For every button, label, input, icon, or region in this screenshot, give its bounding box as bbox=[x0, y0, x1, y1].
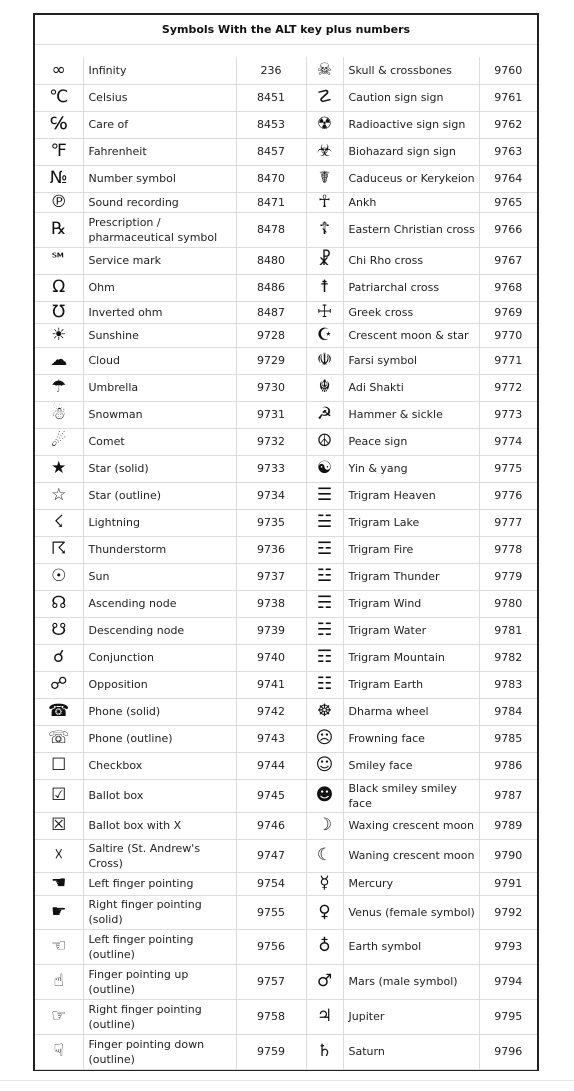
right-alt-code: 9786 bbox=[479, 752, 537, 779]
table-row bbox=[35, 999, 537, 1034]
trigram-thunder-icon: ☳ bbox=[306, 563, 343, 590]
table-row bbox=[35, 247, 537, 274]
left-symbol-name: Phone (solid) bbox=[83, 698, 236, 725]
trigram-mountain-icon: ☶ bbox=[306, 644, 343, 671]
right-symbol-name: Waxing crescent moon bbox=[343, 812, 479, 839]
sheet-title: Symbols With the ALT key plus numbers bbox=[35, 15, 537, 45]
left-symbol-name: Snowman bbox=[83, 401, 236, 428]
ascending-node-icon: ☊ bbox=[35, 590, 83, 617]
right-alt-code: 9775 bbox=[479, 455, 537, 482]
table-row bbox=[35, 57, 537, 84]
left-symbol-name: Thunderstorm bbox=[83, 536, 236, 563]
left-symbol-name: Phone (outline) bbox=[83, 725, 236, 752]
right-alt-code: 9769 bbox=[479, 301, 537, 323]
table-row bbox=[35, 779, 537, 812]
left-symbol-name: Fahrenheit bbox=[83, 138, 236, 165]
left-symbol-name: Comet bbox=[83, 428, 236, 455]
table-row bbox=[35, 455, 537, 482]
left-alt-code: 8453 bbox=[236, 111, 306, 138]
right-symbol-name: Saturn bbox=[343, 1034, 479, 1069]
right-symbol-name: Smiley face bbox=[343, 752, 479, 779]
table-row bbox=[35, 698, 537, 725]
table-row bbox=[35, 964, 537, 999]
biohazard-icon: ☣ bbox=[306, 138, 343, 165]
right-alt-code: 9784 bbox=[479, 698, 537, 725]
right-symbol-name: Trigram Heaven bbox=[343, 482, 479, 509]
farsi-symbol-icon: ☫ bbox=[306, 347, 343, 374]
infinity-icon: ∞ bbox=[35, 57, 83, 84]
left-symbol-name: Cloud bbox=[83, 347, 236, 374]
left-alt-code: 9745 bbox=[236, 779, 306, 812]
left-alt-code: 8486 bbox=[236, 274, 306, 301]
left-alt-code: 8478 bbox=[236, 212, 306, 247]
right-symbol-name: Greek cross bbox=[343, 301, 479, 323]
right-symbol-name: Patriarchal cross bbox=[343, 274, 479, 301]
left-symbol-name: Sunshine bbox=[83, 323, 236, 347]
right-alt-code: 9766 bbox=[479, 212, 537, 247]
left-alt-code: 8470 bbox=[236, 165, 306, 192]
right-symbol-name: Trigram Earth bbox=[343, 671, 479, 698]
table-row bbox=[35, 192, 537, 212]
phone-solid-icon: ☎ bbox=[35, 698, 83, 725]
table-row bbox=[35, 274, 537, 301]
right-finger-pointing-solid-icon: ☛ bbox=[35, 895, 83, 929]
table-row bbox=[35, 374, 537, 401]
right-symbol-name: Trigram Lake bbox=[343, 509, 479, 536]
left-symbol-name: Ohm bbox=[83, 274, 236, 301]
radioactive-icon: ☢ bbox=[306, 111, 343, 138]
table-row bbox=[35, 929, 537, 964]
left-symbol-name: Infinity bbox=[83, 57, 236, 84]
descending-node-icon: ☋ bbox=[35, 617, 83, 644]
left-alt-code: 9736 bbox=[236, 536, 306, 563]
right-symbol-name: Trigram Wind bbox=[343, 590, 479, 617]
right-symbol-name: Yin & yang bbox=[343, 455, 479, 482]
right-symbol-name: Adi Shakti bbox=[343, 374, 479, 401]
right-symbol-name: Mars (male symbol) bbox=[343, 964, 479, 999]
table-row bbox=[35, 482, 537, 509]
table-row bbox=[35, 1034, 537, 1069]
table-row bbox=[35, 323, 537, 347]
right-alt-code: 9791 bbox=[479, 872, 537, 895]
right-symbol-name: Earth symbol bbox=[343, 929, 479, 964]
caduceus-icon: ☤ bbox=[306, 165, 343, 192]
number-symbol-icon: № bbox=[35, 165, 83, 192]
celsius-icon: ℃ bbox=[35, 84, 83, 111]
table-row bbox=[35, 590, 537, 617]
left-alt-code: 9737 bbox=[236, 563, 306, 590]
fahrenheit-icon: ℉ bbox=[35, 138, 83, 165]
table-row bbox=[35, 872, 537, 895]
table-row bbox=[35, 401, 537, 428]
table-row bbox=[35, 752, 537, 779]
right-symbol-name: Trigram Thunder bbox=[343, 563, 479, 590]
thunderstorm-icon: ☈ bbox=[35, 536, 83, 563]
ohm-icon: Ω bbox=[35, 274, 83, 301]
left-alt-code: 236 bbox=[236, 57, 306, 84]
left-finger-pointing-icon: ☚ bbox=[35, 872, 83, 895]
page-bottom-rule bbox=[0, 1080, 574, 1081]
lightning-icon: ☇ bbox=[35, 509, 83, 536]
hammer-sickle-icon: ☭ bbox=[306, 401, 343, 428]
table-row bbox=[35, 301, 537, 323]
left-alt-code: 9744 bbox=[236, 752, 306, 779]
right-finger-pointing-outline-icon: ☞ bbox=[35, 999, 83, 1034]
sun-icon: ☉ bbox=[35, 563, 83, 590]
right-alt-code: 9760 bbox=[479, 57, 537, 84]
table-row bbox=[35, 111, 537, 138]
right-alt-code: 9779 bbox=[479, 563, 537, 590]
left-alt-code: 9758 bbox=[236, 999, 306, 1034]
right-symbol-name: Crescent moon & star bbox=[343, 323, 479, 347]
checkbox-icon: ☐ bbox=[35, 752, 83, 779]
table-row bbox=[35, 617, 537, 644]
left-symbol-name: Finger pointing down (outline) bbox=[83, 1034, 236, 1069]
sunshine-icon: ☀ bbox=[35, 323, 83, 347]
right-symbol-name: Waning crescent moon bbox=[343, 839, 479, 872]
table-row bbox=[35, 812, 537, 839]
sound-recording-icon: ℗ bbox=[35, 192, 83, 212]
umbrella-icon: ☂ bbox=[35, 374, 83, 401]
right-alt-code: 9790 bbox=[479, 839, 537, 872]
left-alt-code: 9742 bbox=[236, 698, 306, 725]
table-row bbox=[35, 895, 537, 929]
left-symbol-name: Care of bbox=[83, 111, 236, 138]
table-row bbox=[35, 509, 537, 536]
right-symbol-name: Radioactive sign sign bbox=[343, 111, 479, 138]
trigram-fire-icon: ☲ bbox=[306, 536, 343, 563]
left-alt-code: 9741 bbox=[236, 671, 306, 698]
left-symbol-name: Descending node bbox=[83, 617, 236, 644]
left-symbol-name: Sound recording bbox=[83, 192, 236, 212]
right-alt-code: 9763 bbox=[479, 138, 537, 165]
opposition-icon: ☍ bbox=[35, 671, 83, 698]
right-symbol-name: Farsi symbol bbox=[343, 347, 479, 374]
finger-pointing-up-icon: ☝ bbox=[35, 964, 83, 999]
symbols-sheet bbox=[33, 13, 539, 1071]
right-alt-code: 9796 bbox=[479, 1034, 537, 1069]
right-alt-code: 9765 bbox=[479, 192, 537, 212]
phone-outline-icon: ☏ bbox=[35, 725, 83, 752]
right-alt-code: 9776 bbox=[479, 482, 537, 509]
trigram-earth-icon: ☷ bbox=[306, 671, 343, 698]
left-symbol-name: Conjunction bbox=[83, 644, 236, 671]
right-symbol-name: Venus (female symbol) bbox=[343, 895, 479, 929]
left-alt-code: 8451 bbox=[236, 84, 306, 111]
chi-rho-cross-icon: ☧ bbox=[306, 247, 343, 274]
finger-pointing-down-icon: ☟ bbox=[35, 1034, 83, 1069]
left-alt-code: 9747 bbox=[236, 839, 306, 872]
left-alt-code: 9755 bbox=[236, 895, 306, 929]
left-symbol-name: Star (solid) bbox=[83, 455, 236, 482]
right-alt-code: 9781 bbox=[479, 617, 537, 644]
right-alt-code: 9785 bbox=[479, 725, 537, 752]
left-symbol-name: Celsius bbox=[83, 84, 236, 111]
left-symbol-name: Number symbol bbox=[83, 165, 236, 192]
left-alt-code: 9733 bbox=[236, 455, 306, 482]
left-alt-code: 9759 bbox=[236, 1034, 306, 1069]
black-smiley-face-icon: ☻ bbox=[306, 779, 343, 812]
right-alt-code: 9773 bbox=[479, 401, 537, 428]
right-symbol-name: Black smiley smiley face bbox=[343, 779, 479, 812]
dharma-wheel-icon: ☸ bbox=[306, 698, 343, 725]
left-alt-code: 9754 bbox=[236, 872, 306, 895]
right-alt-code: 9780 bbox=[479, 590, 537, 617]
left-alt-code: 9735 bbox=[236, 509, 306, 536]
waxing-crescent-moon-icon: ☽ bbox=[306, 812, 343, 839]
left-alt-code: 9746 bbox=[236, 812, 306, 839]
right-alt-code: 9777 bbox=[479, 509, 537, 536]
left-symbol-name: Ballot box with X bbox=[83, 812, 236, 839]
star-outline-icon: ☆ bbox=[35, 482, 83, 509]
left-alt-code: 9739 bbox=[236, 617, 306, 644]
left-alt-code: 8457 bbox=[236, 138, 306, 165]
left-alt-code: 8480 bbox=[236, 247, 306, 274]
left-alt-code: 8471 bbox=[236, 192, 306, 212]
right-alt-code: 9794 bbox=[479, 964, 537, 999]
mercury-icon: ☿ bbox=[306, 872, 343, 895]
left-finger-pointing-outline-icon: ☜ bbox=[35, 929, 83, 964]
left-symbol-name: Opposition bbox=[83, 671, 236, 698]
table-row bbox=[35, 563, 537, 590]
table-row bbox=[35, 536, 537, 563]
venus-icon: ♀ bbox=[306, 895, 343, 929]
right-symbol-name: Trigram Water bbox=[343, 617, 479, 644]
crescent-moon-star-icon: ☪ bbox=[306, 323, 343, 347]
right-symbol-name: Ankh bbox=[343, 192, 479, 212]
table-row bbox=[35, 212, 537, 247]
ankh-icon: ☥ bbox=[306, 192, 343, 212]
left-alt-code: 9740 bbox=[236, 644, 306, 671]
table-row bbox=[35, 165, 537, 192]
frowning-face-icon: ☹ bbox=[306, 725, 343, 752]
left-symbol-name: Lightning bbox=[83, 509, 236, 536]
left-symbol-name: Finger pointing up (outline) bbox=[83, 964, 236, 999]
right-alt-code: 9771 bbox=[479, 347, 537, 374]
ballot-box-icon: ☑ bbox=[35, 779, 83, 812]
caution-sign-icon: ☡ bbox=[306, 84, 343, 111]
table-row bbox=[35, 138, 537, 165]
right-alt-code: 9795 bbox=[479, 999, 537, 1034]
right-symbol-name: Caduceus or Kerykeion bbox=[343, 165, 479, 192]
comet-icon: ☄ bbox=[35, 428, 83, 455]
table-row bbox=[35, 725, 537, 752]
table-row bbox=[35, 671, 537, 698]
right-symbol-name: Skull & crossbones bbox=[343, 57, 479, 84]
right-alt-code: 9792 bbox=[479, 895, 537, 929]
snowman-icon: ☃ bbox=[35, 401, 83, 428]
right-alt-code: 9770 bbox=[479, 323, 537, 347]
right-symbol-name: Hammer & sickle bbox=[343, 401, 479, 428]
right-alt-code: 9764 bbox=[479, 165, 537, 192]
service-mark-icon: ℠ bbox=[35, 247, 83, 274]
left-alt-code: 9728 bbox=[236, 323, 306, 347]
right-symbol-name: Dharma wheel bbox=[343, 698, 479, 725]
skull-crossbones-icon: ☠ bbox=[306, 57, 343, 84]
jupiter-icon: ♃ bbox=[306, 999, 343, 1034]
inverted-ohm-icon: ℧ bbox=[35, 301, 83, 323]
left-alt-code: 9729 bbox=[236, 347, 306, 374]
right-alt-code: 9772 bbox=[479, 374, 537, 401]
care-of-icon: ℅ bbox=[35, 111, 83, 138]
table-row bbox=[35, 644, 537, 671]
left-symbol-name: Star (outline) bbox=[83, 482, 236, 509]
right-alt-code: 9761 bbox=[479, 84, 537, 111]
prescription-icon: ℞ bbox=[35, 212, 83, 247]
right-symbol-name: Peace sign bbox=[343, 428, 479, 455]
earth-symbol-icon: ♁ bbox=[306, 929, 343, 964]
right-alt-code: 9789 bbox=[479, 812, 537, 839]
trigram-heaven-icon: ☰ bbox=[306, 482, 343, 509]
peace-sign-icon: ☮ bbox=[306, 428, 343, 455]
left-symbol-name: Ascending node bbox=[83, 590, 236, 617]
yin-yang-icon: ☯ bbox=[306, 455, 343, 482]
left-alt-code: 9743 bbox=[236, 725, 306, 752]
eastern-christian-cross-icon: ☦ bbox=[306, 212, 343, 247]
left-alt-code: 9756 bbox=[236, 929, 306, 964]
right-alt-code: 9793 bbox=[479, 929, 537, 964]
ballot-box-x-icon: ☒ bbox=[35, 812, 83, 839]
adi-shakti-icon: ☬ bbox=[306, 374, 343, 401]
left-symbol-name: Umbrella bbox=[83, 374, 236, 401]
saturn-icon: ♄ bbox=[306, 1034, 343, 1069]
right-symbol-name: Trigram Mountain bbox=[343, 644, 479, 671]
right-symbol-name: Jupiter bbox=[343, 999, 479, 1034]
left-symbol-name: Ballot box bbox=[83, 779, 236, 812]
left-symbol-name: Inverted ohm bbox=[83, 301, 236, 323]
left-symbol-name: Saltire (St. Andrew's Cross) bbox=[83, 839, 236, 872]
right-alt-code: 9774 bbox=[479, 428, 537, 455]
right-alt-code: 9768 bbox=[479, 274, 537, 301]
smiley-face-icon: ☺ bbox=[306, 752, 343, 779]
right-symbol-name: Biohazard sign sign bbox=[343, 138, 479, 165]
right-symbol-name: Eastern Christian cross bbox=[343, 212, 479, 247]
table-row bbox=[35, 347, 537, 374]
left-alt-code: 9734 bbox=[236, 482, 306, 509]
left-alt-code: 9730 bbox=[236, 374, 306, 401]
left-symbol-name: Left finger pointing (outline) bbox=[83, 929, 236, 964]
mars-icon: ♂ bbox=[306, 964, 343, 999]
right-symbol-name: Mercury bbox=[343, 872, 479, 895]
right-symbol-name: Caution sign sign bbox=[343, 84, 479, 111]
right-alt-code: 9787 bbox=[479, 779, 537, 812]
left-symbol-name: Checkbox bbox=[83, 752, 236, 779]
left-alt-code: 9732 bbox=[236, 428, 306, 455]
trigram-wind-icon: ☴ bbox=[306, 590, 343, 617]
cloud-icon: ☁ bbox=[35, 347, 83, 374]
waning-crescent-moon-icon: ☾ bbox=[306, 839, 343, 872]
right-alt-code: 9778 bbox=[479, 536, 537, 563]
greek-cross-icon: ☩ bbox=[306, 301, 343, 323]
left-alt-code: 9757 bbox=[236, 964, 306, 999]
left-symbol-name: Right finger pointing (solid) bbox=[83, 895, 236, 929]
table-row bbox=[35, 839, 537, 872]
star-solid-icon: ★ bbox=[35, 455, 83, 482]
left-symbol-name: Right finger pointing (outline) bbox=[83, 999, 236, 1034]
left-symbol-name: Sun bbox=[83, 563, 236, 590]
patriarchal-cross-icon: ☨ bbox=[306, 274, 343, 301]
left-symbol-name: Service mark bbox=[83, 247, 236, 274]
left-symbol-name: Prescription / pharmaceutical symbol bbox=[83, 212, 236, 247]
right-alt-code: 9767 bbox=[479, 247, 537, 274]
trigram-lake-icon: ☱ bbox=[306, 509, 343, 536]
right-alt-code: 9783 bbox=[479, 671, 537, 698]
left-alt-code: 8487 bbox=[236, 301, 306, 323]
saltire-icon: ☓ bbox=[35, 839, 83, 872]
conjunction-icon: ☌ bbox=[35, 644, 83, 671]
trigram-water-icon: ☵ bbox=[306, 617, 343, 644]
symbols-table bbox=[35, 57, 537, 1070]
right-symbol-name: Trigram Fire bbox=[343, 536, 479, 563]
left-symbol-name: Left finger pointing bbox=[83, 872, 236, 895]
right-symbol-name: Frowning face bbox=[343, 725, 479, 752]
left-alt-code: 9731 bbox=[236, 401, 306, 428]
table-row bbox=[35, 428, 537, 455]
table-row bbox=[35, 84, 537, 111]
right-symbol-name: Chi Rho cross bbox=[343, 247, 479, 274]
left-alt-code: 9738 bbox=[236, 590, 306, 617]
right-alt-code: 9782 bbox=[479, 644, 537, 671]
right-alt-code: 9762 bbox=[479, 111, 537, 138]
